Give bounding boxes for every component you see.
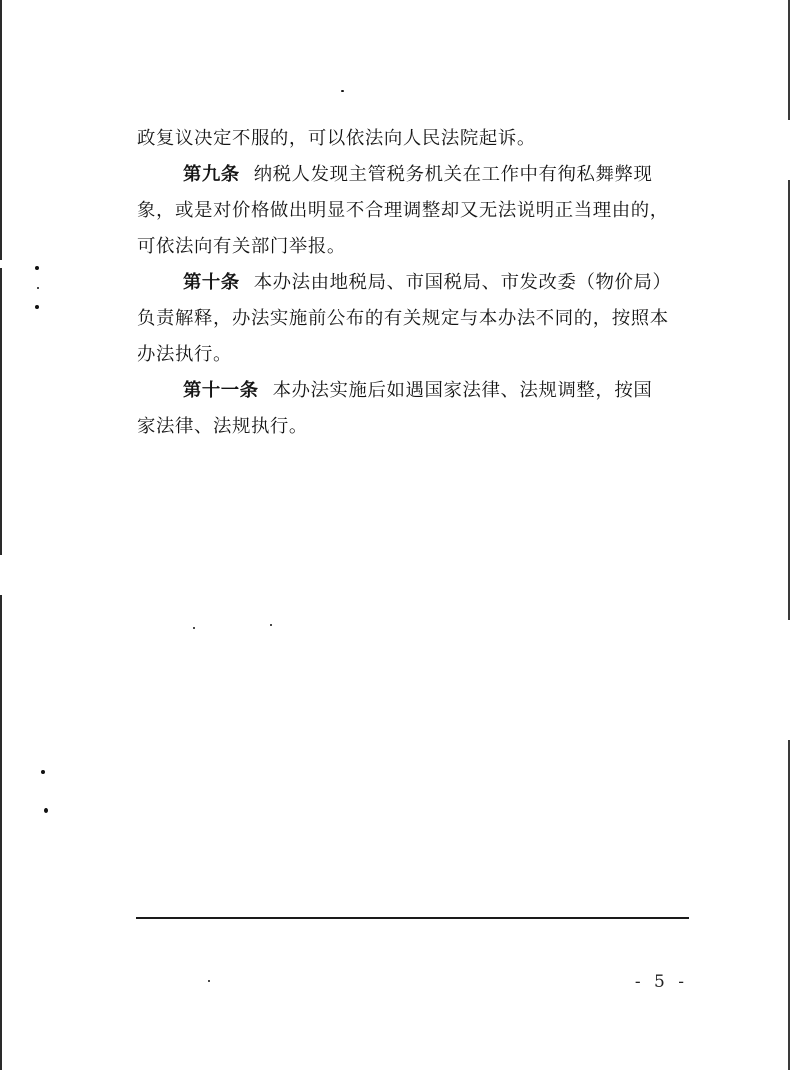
line-text: 本办法实施后如遇国家法律、法规调整，按国 [272, 380, 653, 401]
page-number: - 5 - [634, 972, 688, 992]
text-line [137, 229, 689, 265]
article-10-heading: 第十条 [183, 272, 240, 293]
scan-speck [44, 808, 48, 813]
article-9-heading: 第九条 [183, 164, 240, 185]
scan-speck [35, 305, 39, 309]
scan-speck [270, 624, 272, 626]
text-line [137, 337, 689, 373]
scan-speck [193, 627, 195, 629]
article-11-heading: 第十一条 [183, 380, 259, 401]
article-9-line [137, 157, 689, 193]
scan-edge-gap [0, 555, 2, 595]
line-text: 政复议决定不服的，可以依法向人民法院起诉。 [137, 128, 536, 149]
line-text: 本办法由地税局、市国税局、市发改委（物价局） [253, 272, 672, 293]
scan-speck [341, 90, 344, 92]
text-line [137, 409, 689, 445]
text-line [137, 193, 689, 229]
text-line [137, 121, 689, 157]
footer-rule [136, 917, 689, 919]
line-text: 纳税人发现主管税务机关在工作中有徇私舞弊现 [253, 164, 653, 185]
line-text: 办法执行。 [137, 344, 232, 365]
text-line [137, 301, 689, 337]
article-10-line [137, 265, 689, 301]
scan-speck [41, 770, 45, 774]
article-11-line [137, 373, 689, 409]
line-text: 家法律、法规执行。 [137, 416, 308, 437]
scan-speck [35, 266, 39, 270]
line-text: 可依法向有关部门举报。 [137, 236, 346, 257]
scan-edge-left [0, 0, 2, 1070]
line-text: 负责解释，办法实施前公布的有关规定与本办法不同的，按照本 [137, 308, 669, 329]
document-body [137, 121, 689, 445]
line-text: 象，或是对价格做出明显不合理调整却又无法说明正当理由的， [137, 200, 669, 221]
scan-speck [208, 980, 210, 982]
scan-speck [37, 287, 39, 289]
scan-edge-gap [0, 260, 2, 268]
